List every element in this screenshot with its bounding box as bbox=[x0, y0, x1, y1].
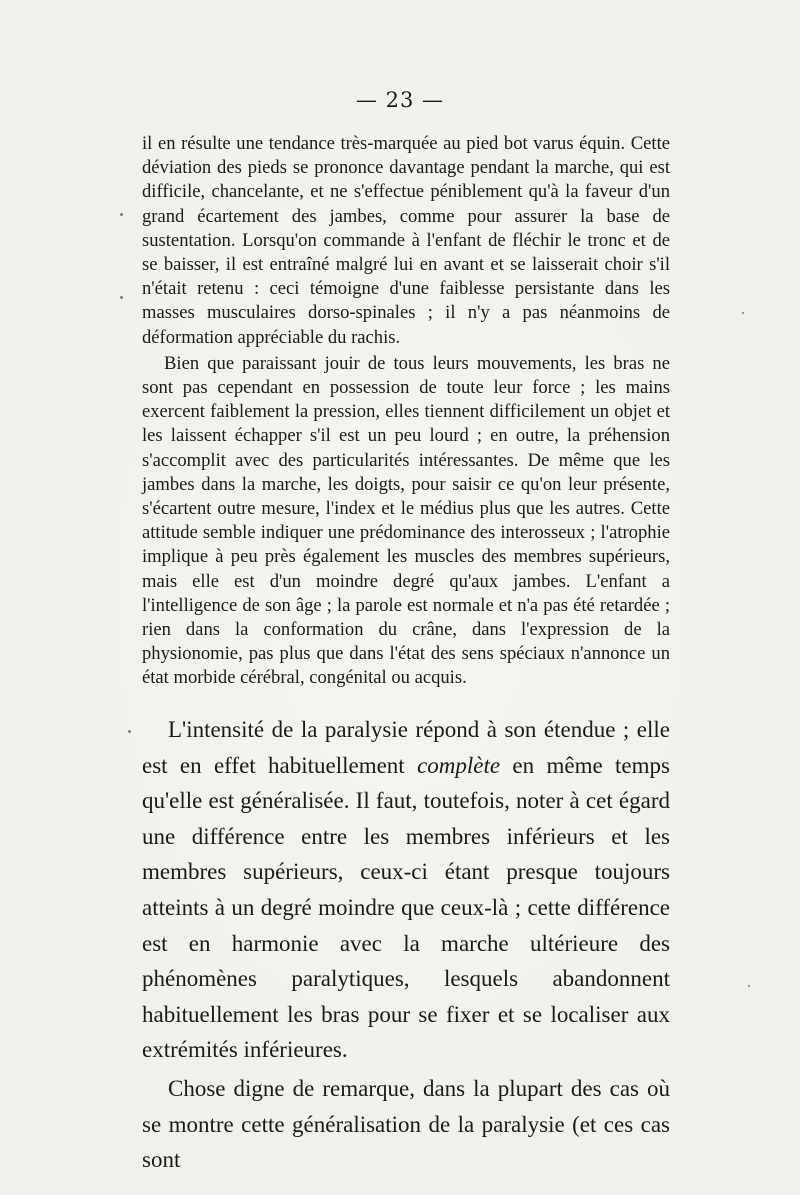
paper-speck bbox=[742, 312, 744, 314]
paragraph: il en résulte une tendance très-marquée au pied bot varus équin. Cette déviation des pieds se prononce davantage pendant la marche, qui est difficile, chancelante, et ne s'effectue péniblement qu'à la faveur d'un grand écartement des jambes, comme pour assurer la base de sustentation. Lorsqu'on commande à l'enfant de fléchir le tronc et de se baisser, il est entraîné malgré lui en avant et se laisserait choir s'il n'était retenu : ceci témoigne d'une faiblesse persistante dans les masses musculaires dorso-spinales ; il n'y a pas néanmoins de déformation appréciable du rachis. bbox=[142, 133, 670, 348]
page-number: — 23 — bbox=[355, 88, 445, 112]
paragraph-text: en même temps qu'elle est généralisée. Il faut, toutefois, noter à cet égard une différence entre les membres inférieurs et les membres supérieurs, ceux-ci étant presque toujours atteints à un degré moindre que ceux-là ; cette différence est en harmonie avec la marche ultérieure des phénomènes paralytiques, lesquels abandonnent habituellement les bras pour se fixer et se localiser aux extrémités inférieures. bbox=[142, 752, 670, 1063]
emphasized-word: complète bbox=[417, 752, 501, 778]
paragraph bbox=[142, 712, 670, 1068]
paragraph-text: L'intensité de la paralysie répond à son étendue ; elle est en effet habituellement bbox=[142, 717, 670, 778]
paragraph: Bien que paraissant jouir de tous leurs mouvements, les bras ne sont pas cependant en possession de toute leur force ; les mains exercent faiblement la pression, elles tiennent difficilement un objet et les laissent échapper s'il est un peu lourd ; en outre, la préhension s'accomplit avec des particularités intéressantes. De même que les jambes dans la marche, les doigts, pour saisir ce qu'on leur présente, s'écartent outre mesure, l'index et le médius plus que les autres. Cette attitude semble indiquer une prédominance des interosseux ; l'atrophie implique à peu près également les muscles des membres supérieurs, mais elle est d'un moindre degré qu'aux jambes. L'enfant a l'intelligence de son âge ; la parole est normale et n'a pas été retardée ; rien dans la conformation du crâne, dans l'expression de la physionomie, pas plus que dans l'état des sens spéciaux n'annonce un état morbide cérébral, congénital ou acquis. bbox=[142, 352, 670, 689]
paper-speck bbox=[120, 213, 123, 216]
paper-speck bbox=[748, 985, 750, 987]
paper-speck bbox=[128, 730, 131, 733]
large-text-block bbox=[142, 712, 670, 1178]
paper-speck bbox=[120, 296, 123, 299]
paragraph: Chose digne de remarque, dans la plupart des cas où se montre cette généralisation de la paralysie (et ces cas sont bbox=[142, 1075, 670, 1173]
small-text-block bbox=[142, 132, 670, 691]
